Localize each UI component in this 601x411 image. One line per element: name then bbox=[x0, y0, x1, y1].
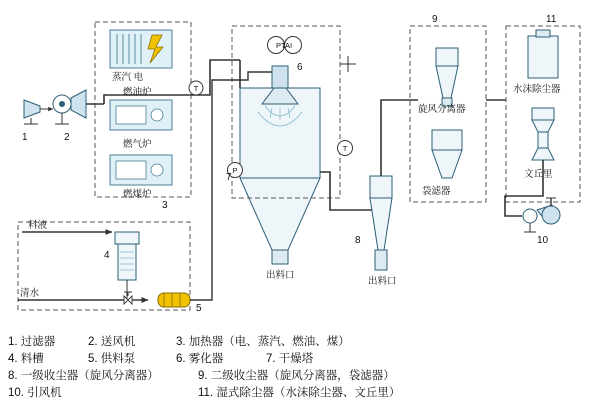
legend-row-2 bbox=[0, 351, 601, 368]
legend-row-3 bbox=[0, 368, 601, 385]
feed-valve bbox=[124, 292, 132, 304]
callout-1: 1 bbox=[22, 132, 28, 143]
label-wet-scrubber: 水沫除尘器 bbox=[513, 84, 561, 95]
cyclone-8 bbox=[370, 176, 392, 270]
callout-10: 10 bbox=[537, 235, 549, 246]
label-oil-furnace: 燃油炉 bbox=[123, 87, 152, 98]
legend-item-7: 7. 干燥塔 bbox=[266, 353, 314, 365]
instrument-label-t-duct: T bbox=[193, 84, 199, 93]
bag-filter-9 bbox=[432, 130, 462, 178]
filter-unit-1 bbox=[24, 100, 40, 124]
label-bag-filter: 袋滤器 bbox=[422, 186, 451, 197]
label-cyclone-separator: 旋风分离器 bbox=[418, 104, 466, 115]
label-discharge-port-2: 出料口 bbox=[368, 276, 397, 287]
induced-draft-fan-10 bbox=[523, 198, 560, 232]
label-venturi: 文丘里 bbox=[524, 169, 553, 180]
legend-item-3: 3. 加热器（电、蒸汽、燃油、煤） bbox=[176, 336, 350, 348]
instrument-label-t-outlet: T bbox=[342, 144, 348, 153]
callout-6: 6 bbox=[297, 62, 303, 73]
legend-item-5: 5. 供料泵 bbox=[88, 353, 136, 365]
legend-item-11: 11. 湿式除尘器（水沫除尘器、文丘里） bbox=[198, 387, 401, 399]
legend-row-1 bbox=[0, 334, 601, 351]
label-discharge-port-1: 出料口 bbox=[266, 270, 295, 281]
legend-item-2: 2. 送风机 bbox=[88, 336, 136, 348]
legend-row-4 bbox=[0, 385, 601, 402]
instrument-label-p-tower: P bbox=[232, 166, 238, 175]
label-feed-liquid: 料液 bbox=[28, 220, 48, 231]
label-gas-furnace: 燃气炉 bbox=[123, 139, 152, 150]
legend-item-10: 10. 引风机 bbox=[8, 387, 62, 399]
duct-cross-fitting bbox=[340, 56, 356, 72]
callout-9: 9 bbox=[432, 14, 438, 25]
callout-5: 5 bbox=[196, 303, 202, 314]
label-coal-furnace: 燃煤炉 bbox=[123, 189, 152, 200]
legend-item-8: 8. 一级收尘器（旋风分离器） bbox=[8, 370, 159, 382]
cyclone-9 bbox=[436, 48, 458, 106]
callout-2: 2 bbox=[64, 132, 70, 143]
callout-4: 4 bbox=[104, 250, 110, 261]
legend bbox=[0, 334, 601, 402]
feed-pump-5 bbox=[158, 293, 190, 307]
callout-7: 7 bbox=[226, 172, 232, 183]
drying-tower-7 bbox=[232, 26, 340, 264]
legend-item-1: 1. 过滤器 bbox=[8, 336, 56, 348]
legend-item-4: 4. 料槽 bbox=[8, 353, 44, 365]
label-clean-water: 清水 bbox=[20, 288, 40, 299]
label-steam-electric: 蒸汽 电 bbox=[112, 72, 144, 83]
legend-item-6: 6. 雾化器 bbox=[176, 353, 224, 365]
callout-3: 3 bbox=[162, 200, 168, 211]
instrument-label-pta: PTAI bbox=[275, 41, 293, 50]
blower-unit-2 bbox=[40, 90, 86, 124]
feed-tank-4 bbox=[115, 232, 139, 300]
callout-8: 8 bbox=[355, 235, 361, 246]
venturi-11 bbox=[532, 108, 554, 160]
legend-item-9: 9. 二级收尘器（旋风分离器，袋滤器） bbox=[198, 370, 395, 382]
atomizer-6 bbox=[272, 66, 288, 88]
callout-11: 11 bbox=[546, 14, 557, 25]
wet-scrubber-11 bbox=[528, 30, 558, 78]
